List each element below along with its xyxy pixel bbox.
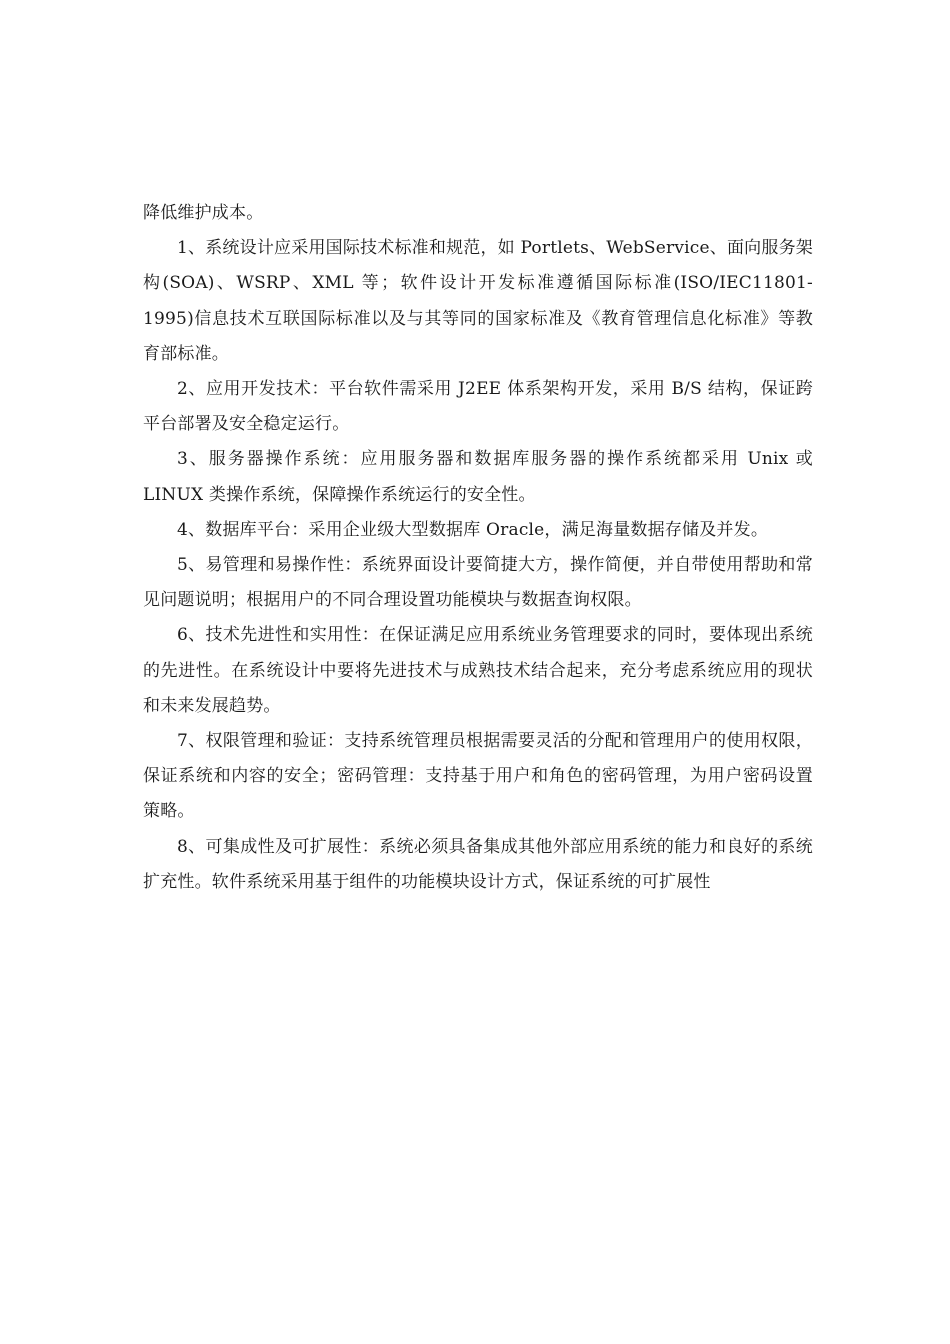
document-body — [143, 196, 813, 900]
paragraph-database: 4、数据库平台：采用企业级大型数据库 Oracle，满足海量数据存储及并发。 — [177, 519, 769, 540]
paragraph-usability: 5、易管理和易操作性：系统界面设计要简捷大方，操作简便，并自带使用帮助和常见问题说明；根据用户的不同合理设置功能模块与数据查询权限。 — [143, 555, 813, 611]
paragraph-continuation: 降低维护成本。 — [143, 203, 264, 223]
paragraph-advanced-tech: 6、技术先进性和实用性：在保证满足应用系统业务管理要求的同时，要体现出系统的先进性。在系统设计中要将先进技术与成熟技术结合起来，充分考虑系统应用的现状和未来发展趋势。 — [143, 625, 813, 716]
paragraph-server-os: 3、服务器操作系统：应用服务器和数据库服务器的操作系统都采用 Unix 或 LINUX 类操作系统，保障操作系统运行的安全性。 — [143, 449, 813, 505]
paragraph-permissions: 7、权限管理和验证：支持系统管理员根据需要灵活的分配和管理用户的使用权限，保证系统和内容的安全；密码管理：支持基于用户和角色的密码管理，为用户密码设置策略。 — [143, 731, 813, 822]
paragraph-standards: 1、系统设计应采用国际技术标准和规范，如 Portlets、WebService、面向服务架构(SOA)、WSRP、XML 等；软件设计开发标准遵循国际标准(ISO/IEC11801-1995)信息技术互联国际标准以及与其等同的国家标准及《教育管理信息化标准》等教育部标准。 — [143, 238, 813, 364]
paragraph-extensibility: 8、可集成性及可扩展性：系统必须具备集成其他外部应用系统的能力和良好的系统扩充性。软件系统采用基于组件的功能模块设计方式，保证系统的可扩展性 — [143, 836, 813, 892]
paragraph-dev-tech: 2、应用开发技术：平台软件需采用 J2EE 体系架构开发，采用 B/S 结构，保证跨平台部署及安全稳定运行。 — [143, 379, 813, 435]
